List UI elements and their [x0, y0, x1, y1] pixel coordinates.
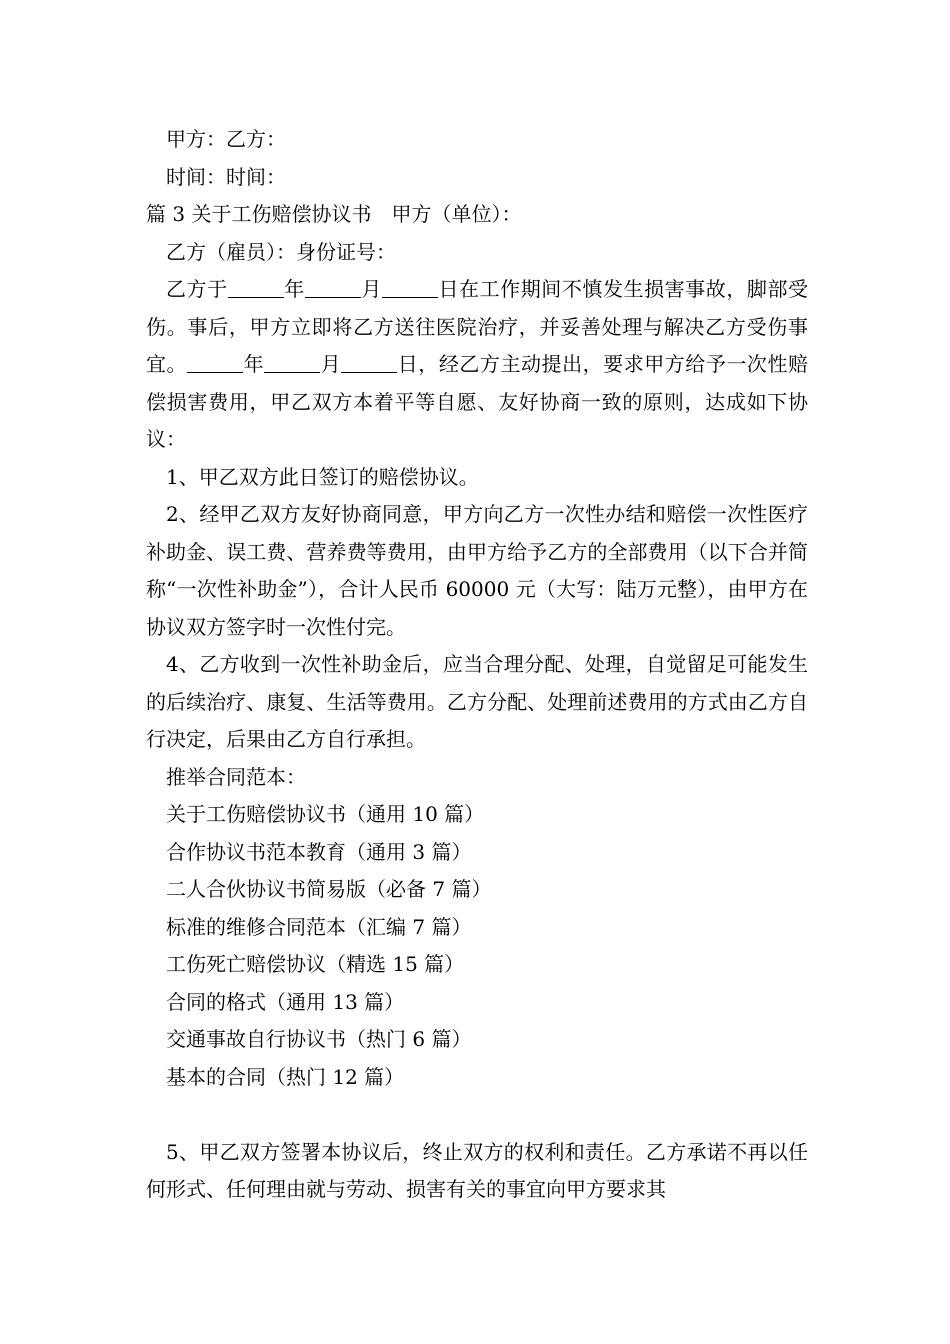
recommend-link-4[interactable]: 标准的维修合同范本（汇编 7 篇） — [166, 914, 472, 939]
blank-month-2 — [264, 350, 320, 373]
recommend-link-5[interactable]: 工伤死亡赔偿协议（精选 15 篇） — [166, 952, 465, 976]
blank-year-1 — [228, 275, 284, 298]
intro-text-5: 年 — [243, 352, 265, 376]
intro-text-3: 月 — [360, 277, 382, 301]
blank-spacer — [146, 1096, 808, 1134]
blank-day-2 — [341, 350, 397, 373]
recommend-link-6[interactable]: 合同的格式（通用 13 篇） — [166, 989, 405, 1014]
recommend-link-2[interactable]: 合作协议书范本教育（通用 3 篇） — [166, 839, 472, 864]
recommend-heading: 推举合同范本： — [166, 764, 306, 789]
clause-1: 1、甲乙双方此日签订的赔偿协议。 — [166, 464, 479, 489]
header-parties-line: 甲方：乙方： — [166, 127, 286, 151]
intro-text-1: 乙方于 — [166, 277, 228, 301]
section-title: 篇 3 关于工伤赔偿协议书 甲方（单位）： — [146, 202, 522, 226]
header-time-line: 时间：时间： — [166, 164, 286, 189]
party-b-line: 乙方（雇员）：身份证号： — [166, 239, 396, 264]
recommend-link-7[interactable]: 交通事故自行协议书（热门 6 篇） — [166, 1027, 472, 1051]
intro-text-4: 日在工作期间不慎发生损害事故，脚部受伤。事后，甲方立即将乙方送往医院治疗，并妥善处理与解决乙方受伤事宜。 — [146, 277, 809, 376]
clause-5: 5、甲乙双方签署本协议后，终止双方的权利和责任。乙方承诺不再以任何形式、任何理由就与劳动、损害有关的事宜向甲方要求其 — [146, 1139, 808, 1201]
clause-2: 2、经甲乙双方友好协商同意，甲方向乙方一次性办结和赔偿一次性医疗补助金、误工费、营养费等费用，由甲方给予乙方的全部费用（以下合并简称“一次性补助金”），合计人民币 60000 元（大写：陆万元整），由甲方在协议双方签字时一次性付完。 — [146, 502, 808, 639]
recommend-link-1[interactable]: 关于工伤赔偿协议书（通用 10 篇） — [166, 802, 485, 826]
recommend-link-3[interactable]: 二人合伙协议书简易版（必备 7 篇） — [166, 877, 492, 901]
recommend-link-8[interactable]: 基本的合同（热门 12 篇） — [166, 1064, 405, 1089]
document-body — [146, 121, 808, 1209]
blank-month-1 — [305, 275, 361, 298]
blank-day-1 — [382, 275, 438, 298]
blank-year-2 — [187, 350, 243, 373]
intro-text-6: 月 — [320, 352, 342, 376]
clause-4: 4、乙方收到一次性补助金后，应当合理分配、处理，自觉留足可能发生的后续治疗、康复、生活等费用。乙方分配、处理前述费用的方式由乙方自行决定，后果由乙方自行承担。 — [146, 652, 808, 751]
intro-paragraph — [146, 271, 808, 459]
intro-text-2: 年 — [283, 277, 305, 301]
intro-text-7: 日，经乙方主动提出，要求甲方给予一次性赔偿损害费用，甲乙双方本着平等自愿、友好协商一致的原则，达成如下协议： — [146, 352, 809, 451]
